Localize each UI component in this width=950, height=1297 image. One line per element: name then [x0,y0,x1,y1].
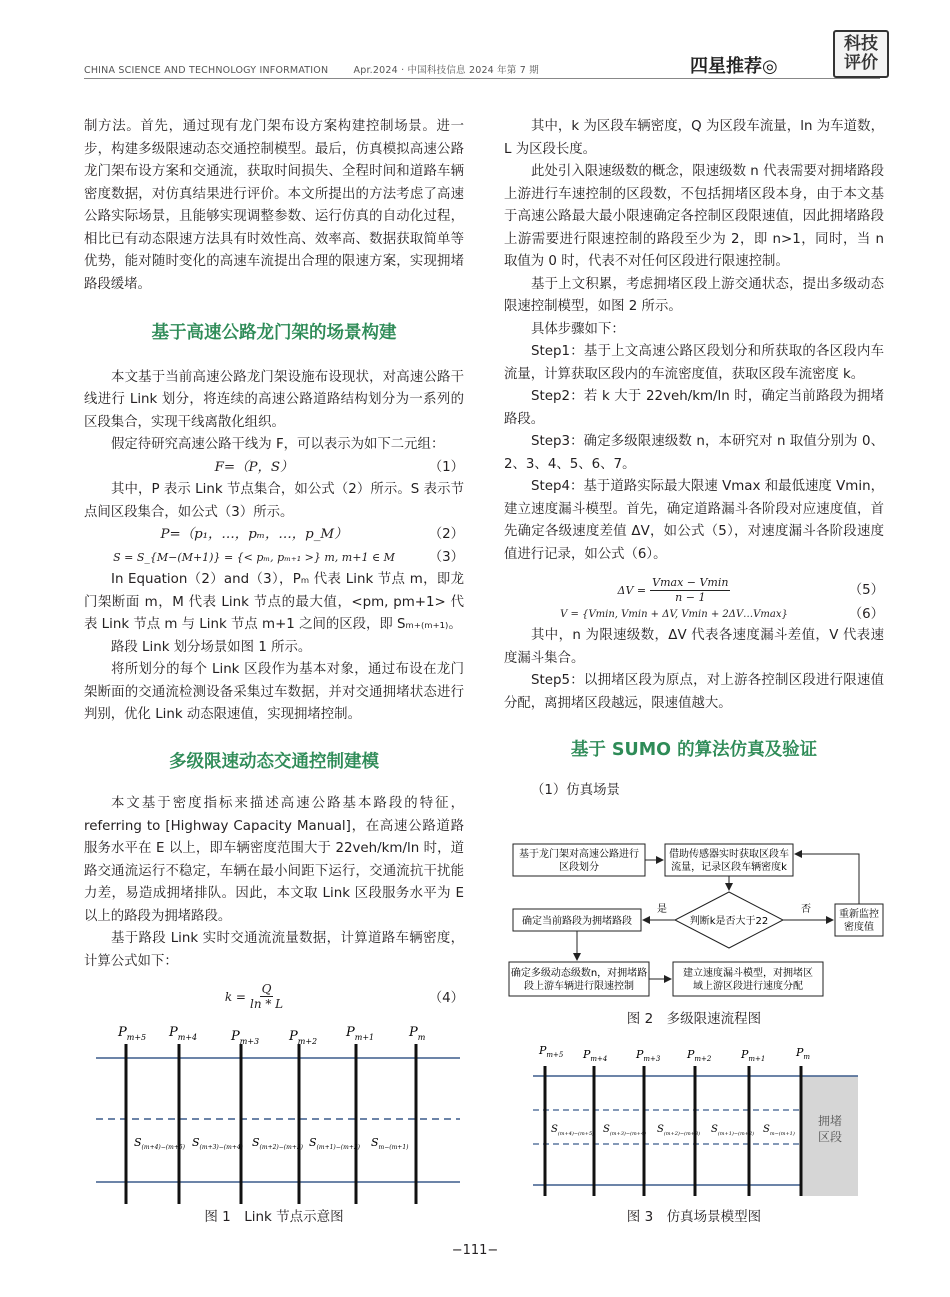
section-heading: 基于高速公路龙门架的场景构建 [151,323,397,343]
equation-number: （1） [428,459,464,475]
segment-label: $S_{(m+1)-(m+2)}$ [309,1136,361,1151]
equation-lhs: ΔV = [617,583,647,597]
logo-line-2: 评价 [844,53,878,73]
paragraph: 制方法。首先，通过现有龙门架布设方案构建控制场景。进一步，构建多级限速动态交通控制模型。最后，仿真模拟高速公路龙门架布设方案和交通流，获取时间损失、全程时间和道路车辆密度数据，对仿真结果进行评价。本文所提出的方法考虑了高速公路实际场景，且能够实现调整参数、运行仿真的自动化过程，相比已有动态限速方法具有时效性高、效率高、数据获取简单等优势，能对随时变化的高速车流提出合理的限速方案，实现拥堵路段缓堵。 [84,119,464,292]
segment-label: $S_{(m+4)-(m+5)}$ [551,1124,595,1137]
paragraph: 具体步骤如下： [531,321,625,337]
box-text: 确定当前路段为拥堵路段 [522,916,632,927]
gantry-lines [126,1044,416,1204]
paragraph: 其中，k 为区段车辆密度，Q 为区段车流量，ln 为车道数，L 为区段长度。 [504,119,884,157]
journal-header [84,62,539,76]
no-label: 否 [801,904,811,915]
paragraph: 基于路段 Link 实时交通流流量数据，计算道路车辆密度，计算公式如下： [84,931,464,969]
equation-number: （3） [428,549,464,565]
box-text: 建立速度漏斗模型，对拥堵区 [683,968,813,979]
figure-2-flowchart [505,840,885,1005]
box-text: 借助传感器实时获取区段车 [669,849,789,860]
box-text: 基于龙门架对高速公路进行 [519,849,639,860]
paragraph: 其中，P 表示 Link 节点集合，如公式（2）所示。S 表示节点间区段集合，如公式（3）所示。 [84,482,464,520]
yes-label: 是 [657,904,667,915]
paragraph: 将所划分的每个 Link 区段作为基本对象，通过布设在龙门架断面的交通流检测设备采集过车数据，并对交通拥堵状态进行判别，优化 Link 动态限速值，实现拥堵控制。 [84,662,464,722]
segment-label: $S_{(m+3)-(m+4)}$ [603,1124,647,1137]
segment-label: $S_{(m+1)-(m+2)}$ [711,1124,755,1137]
step-3: Step3：确定多级限速级数 n，本研究对 n 取值分别为 0、2、3、4、5、6、7。 [504,434,884,472]
equation-3 [84,547,464,570]
equation-number: （4） [428,991,464,1006]
equation-5 [504,576,884,605]
equation-6 [504,605,884,625]
segment-label: $S_{m-(m+1)}$ [371,1136,409,1151]
figure-1-link-nodes [96,1022,460,1204]
segment-label: $S_{(m+3)-(m+4)}$ [192,1136,244,1151]
denominator: ln * L [249,997,284,1011]
road-lines [96,1058,460,1182]
node-label: $P_{m+5}$ [539,1044,564,1059]
step-5: Step5：以拥堵区段为原点，对上游各控制区段进行限速值分配，离拥堵区段越远，限速值越大。 [504,673,884,711]
figure-2-caption: 图 2 多级限速流程图 [626,1011,762,1027]
equation-2 [84,524,464,547]
numerator: Q [261,982,272,996]
jam-label: 拥堵 [817,1114,843,1128]
step-4: Step4：基于道路实际最大限速 Vmax 和最低速度 Vmin，建立速度漏斗模型。首先，确定道路漏斗各阶段对应速度值，首先确定各级速度差值 ΔV，如公式（5），对速度漏斗各阶段速度值进行记录，如公式（6）。 [504,479,884,562]
section-logo [833,30,889,78]
segment-label: $S_{(m+2)-(m+3)}$ [657,1124,701,1137]
jam-label: 区段 [817,1130,843,1144]
equation-lhs: k = [224,989,246,1004]
left-column [84,116,464,973]
fraction [650,576,730,605]
paragraph: 假定待研究高速公路干线为 F，可以表示为如下二元组： [111,437,445,452]
logo-line-1: 科技 [844,34,878,54]
equation-body: V = {Vmin, Vmin + ΔV, Vmin + 2ΔV…Vmax} [560,609,788,620]
box-text: 区段划分 [559,862,599,873]
box-text: 确定多级动态级数n，对拥堵路 [510,968,648,979]
paragraph: 此处引入限速级数的概念，限速级数 n 代表需要对拥堵路段上游进行车速控制的区段数，不包括拥堵区段本身，由于本文基于高速公路最大最小限速确定各控制区段限速值，因此拥堵路段上游需要进行限速控制的路段至少为 2，即 n>1，同时，当 n 取值为 0 时，代表不对任何区段进行限速控制。 [504,164,884,269]
equation-body: P=（p₁，…，pₘ，…，p_M） [160,527,348,542]
node-label: $P_m$ [409,1025,426,1042]
subheading: （1）仿真场景 [531,782,620,798]
page-number: −111− [451,1243,499,1258]
paragraph: In Equation（2）and（3），Pₘ 代表 Link 节点 m，即龙门架断面 m，M 代表 Link 节点的最大值，<pm, pm+1> 代表 Link 节点 m 与 Link 节点 m+1 之间的区段，即 Sₘ₊₍ₘ₊₁₎。 [84,572,464,632]
decision-text: 判断k是否大于22 [689,916,769,927]
header-divider [84,78,880,79]
paragraph: 路段 Link 划分场景如图 1 所示。 [111,639,312,655]
segment-label: $S_{(m+4)-(m+5)}$ [134,1136,186,1151]
equation-number: （5） [848,582,884,598]
step-1: Step1：基于上文高速公路区段划分和所获取的各区段内车流量，计算获取区段内的车流密度值，获取区段车流密度 k。 [504,344,884,382]
node-label: $P_m$ [796,1046,811,1061]
section-label: 四星推荐◎ [690,56,778,77]
node-label: $P_{m+1}$ [741,1048,766,1063]
node-label: $P_{m+2}$ [289,1029,318,1046]
node-label: $P_{m+2}$ [687,1048,712,1063]
numerator: Vmax − Vmin [652,576,729,589]
equation-number: （6） [848,607,884,622]
figure-3-caption: 图 3 仿真场景模型图 [626,1209,762,1225]
box-text: 段上游车辆进行限速控制 [524,981,634,992]
paragraph: 其中，n 为限速级数，ΔV 代表各速度漏斗差值，V 代表速度漏斗集合。 [504,628,884,666]
section-heading: 多级限速动态交通控制建模 [169,751,379,772]
equation-body: F=（P，S） [214,459,294,475]
section-heading: 基于 SUMO 的算法仿真及验证 [570,740,818,760]
paragraph: 本文基于当前高速公路龙门架设施布设现状，对高速公路干线进行 Link 划分，将连续的高速公路道路结构划分为一系列的区段集合，实现干线离散化组织。 [84,369,464,430]
box-text: 流量，记录区段车辆密度k [671,862,787,873]
equation-1 [84,457,464,480]
segment-label: $S_{(m+2)-(m+3)}$ [252,1136,304,1151]
issue-info: Apr.2024 · 中国科技信息 2024 年第 7 期 [353,65,539,76]
node-label: $P_{m+5}$ [118,1025,147,1042]
equation-body: S = S_{M−(M+1)} = {< pₘ, pₘ₊₁ >} m, m+1 ∈ M [113,550,395,564]
node-label: $P_{m+1}$ [346,1025,375,1042]
paragraph: 基于上文积累，考虑拥堵区段上游交通状态，提出多级动态限速控制模型，如图 2 所示。 [504,276,884,314]
journal-name: CHINA SCIENCE AND TECHNOLOGY INFORMATION [84,65,329,76]
step-2: Step2：若 k 大于 22veh/km/ln 时，确定当前路段为拥堵路段。 [504,389,884,427]
fraction [250,982,283,1011]
node-label: $P_{m+4}$ [583,1048,608,1063]
equation-4 [84,982,464,1011]
equation-number: （2） [428,527,464,542]
segment-label: $S_{m-(m+1)}$ [763,1124,795,1137]
box-text: 密度值 [844,922,874,933]
denominator: n − 1 [675,591,706,604]
box-text: 重新监控 [839,909,879,920]
box-text: 域上游区段进行速度分配 [693,981,803,992]
node-label: $P_{m+4}$ [169,1025,198,1042]
node-label: $P_{m+3}$ [231,1029,260,1046]
paragraph: 本文基于密度指标来描述高速公路基本路段的特征，referring to [Highway Capacity Manual]，在高速公路道路服务水平在 E 以上，即车辆密度范围大于 22veh/km/ln 时，道路交通流运行不稳定，车辆在最小间距下运行，交通流抗干扰能力差，易造成拥堵排队。因此，本文取 Link 区段服务水平为 E 以上的路段为拥堵路段。 [84,796,464,924]
figure-1-caption: 图 1 Link 节点示意图 [204,1209,344,1225]
figure-3-simulation-scene [533,1040,858,1196]
right-column [504,116,884,802]
node-label: $P_{m+3}$ [636,1048,661,1063]
